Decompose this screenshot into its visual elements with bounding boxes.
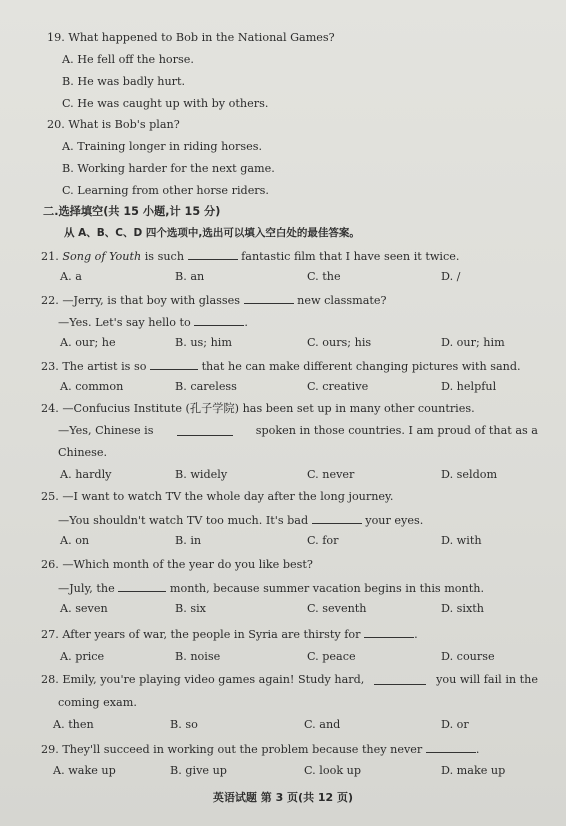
- q23-option-c: C. creative: [307, 380, 369, 393]
- q22-option-b: B. us; him: [175, 336, 232, 349]
- section-instruction: 从 A、B、C、D 四个选项中,选出可以填入空白处的最佳答案。: [64, 227, 360, 239]
- q24-option-a: A. hardly: [60, 468, 112, 481]
- q25-text-a: —You shouldn't watch TV too much. It's bad: [58, 514, 309, 527]
- q23-text-a: 23. The artist is so: [41, 360, 147, 373]
- q24-line-3: Chinese.: [58, 446, 108, 459]
- q27-stem: [41, 626, 418, 642]
- q19-option-b: B. He was badly hurt.: [62, 75, 186, 88]
- q25-line-2: [58, 512, 423, 528]
- q26-option-d: D. sixth: [441, 602, 485, 615]
- q22-option-a: A. our; he: [60, 336, 116, 349]
- q27-option-d: D. course: [441, 650, 495, 663]
- q27-option-a: A. price: [60, 650, 105, 663]
- q24-blank: [177, 424, 233, 436]
- q29-text-a: 29. They'll succeed in working out the problem because they never: [41, 743, 423, 756]
- q29-stem: [41, 741, 479, 757]
- q29-option-c: C. look up: [304, 764, 362, 777]
- q21-option-a: A. a: [60, 270, 82, 283]
- q22-option-c: C. ours; his: [307, 336, 372, 349]
- q24-option-c: C. never: [307, 468, 355, 481]
- q22-line-1: [41, 292, 387, 308]
- q19-option-a: A. He fell off the horse.: [62, 53, 194, 66]
- q22-text-d: .: [244, 316, 248, 329]
- q24-text-a: —Yes, Chinese is: [58, 424, 154, 437]
- q22-blank-2: [194, 314, 244, 326]
- q24-line-1: 24. —Confucius Institute (孔子学院) has been set up in many other countries.: [41, 402, 475, 415]
- q27-text-b: .: [414, 628, 418, 641]
- q24-text-b: spoken in those countries. I am proud of that as a: [255, 424, 538, 437]
- q23-stem: [41, 358, 521, 374]
- q24-line-2: [58, 424, 538, 438]
- page-footer: 英语试题 第 3 页(共 12 页): [212, 791, 354, 804]
- q21-option-d: D. /: [441, 270, 461, 283]
- q24-option-d: D. seldom: [441, 468, 498, 481]
- q28-line-1: [41, 673, 538, 687]
- q25-option-a: A. on: [60, 534, 90, 547]
- q23-text-b: that he can make different changing pictures with sand.: [201, 360, 521, 373]
- q28-blank: [374, 673, 426, 685]
- q23-option-b: B. careless: [175, 380, 237, 393]
- q21-title: Song of Youth: [62, 250, 142, 263]
- q28-text-b: you will fail in the: [436, 673, 538, 686]
- q29-option-b: B. give up: [170, 764, 227, 777]
- q22-text-c: —Yes. Let's say hello to: [58, 316, 191, 329]
- q21-number: 21.: [41, 250, 59, 263]
- q26-option-a: A. seven: [60, 602, 108, 615]
- q22-option-d: D. our; him: [441, 336, 505, 349]
- q26-text-a: —July, the: [58, 582, 115, 595]
- q22-blank-1: [244, 292, 294, 304]
- q25-option-b: B. in: [175, 534, 202, 547]
- q27-option-b: B. noise: [175, 650, 221, 663]
- section-title: 二.选择填空(共 15 小题,计 15 分): [43, 205, 221, 218]
- q26-text-b: month, because summer vacation begins in this month.: [169, 582, 484, 595]
- q28-option-d: D. or: [441, 718, 469, 731]
- q19-stem: 19. What happened to Bob in the National Games?: [47, 31, 335, 44]
- q25-text-b: your eyes.: [365, 514, 424, 527]
- q29-text-b: .: [475, 743, 480, 756]
- q27-blank: [364, 626, 414, 638]
- q20-option-b: B. Working harder for the next game.: [62, 162, 275, 175]
- q21-text-post: fantastic film that I have seen it twice.: [241, 250, 460, 263]
- q21-stem: [41, 248, 459, 264]
- q26-option-c: C. seventh: [307, 602, 367, 615]
- q25-option-c: C. for: [307, 534, 339, 547]
- q26-line-1: 26. —Which month of the year do you like best?: [41, 558, 313, 571]
- q21-option-b: B. an: [175, 270, 205, 283]
- q20-stem: 20. What is Bob's plan?: [47, 118, 180, 131]
- q25-blank: [312, 512, 362, 524]
- q27-text-a: 27. After years of war, the people in Syria are thirsty for: [41, 628, 361, 641]
- q22-line-2: [58, 314, 248, 330]
- q21-blank: [188, 248, 238, 260]
- q22-text-b: new classmate?: [297, 294, 387, 307]
- q21-option-c: C. the: [307, 270, 341, 283]
- q25-line-1: 25. —I want to watch TV the whole day after the long journey.: [41, 490, 394, 503]
- q23-blank: [150, 358, 198, 370]
- q28-option-c: C. and: [304, 718, 341, 731]
- q26-option-b: B. six: [175, 602, 206, 615]
- q23-option-d: D. helpful: [441, 380, 497, 393]
- q25-option-d: D. with: [441, 534, 482, 547]
- q29-blank: [426, 741, 476, 753]
- q28-line-2: coming exam.: [58, 696, 137, 709]
- q28-option-b: B. so: [170, 718, 198, 731]
- q21-text-pre: is such: [141, 250, 185, 263]
- q22-text-a: 22. —Jerry, is that boy with glasses: [41, 294, 241, 307]
- q19-option-c: C. He was caught up with by others.: [62, 97, 269, 110]
- q29-option-a: A. wake up: [53, 764, 116, 777]
- q24-option-b: B. widely: [175, 468, 228, 481]
- q20-option-c: C. Learning from other horse riders.: [62, 184, 269, 197]
- q26-blank: [118, 580, 166, 592]
- q26-line-2: [58, 580, 484, 596]
- q29-option-d: D. make up: [441, 764, 506, 777]
- q23-option-a: A. common: [60, 380, 124, 393]
- q28-text-a: 28. Emily, you're playing video games again! Study hard,: [41, 673, 365, 686]
- q27-option-c: C. peace: [307, 650, 356, 663]
- q20-option-a: A. Training longer in riding horses.: [62, 140, 263, 153]
- q28-option-a: A. then: [53, 718, 94, 731]
